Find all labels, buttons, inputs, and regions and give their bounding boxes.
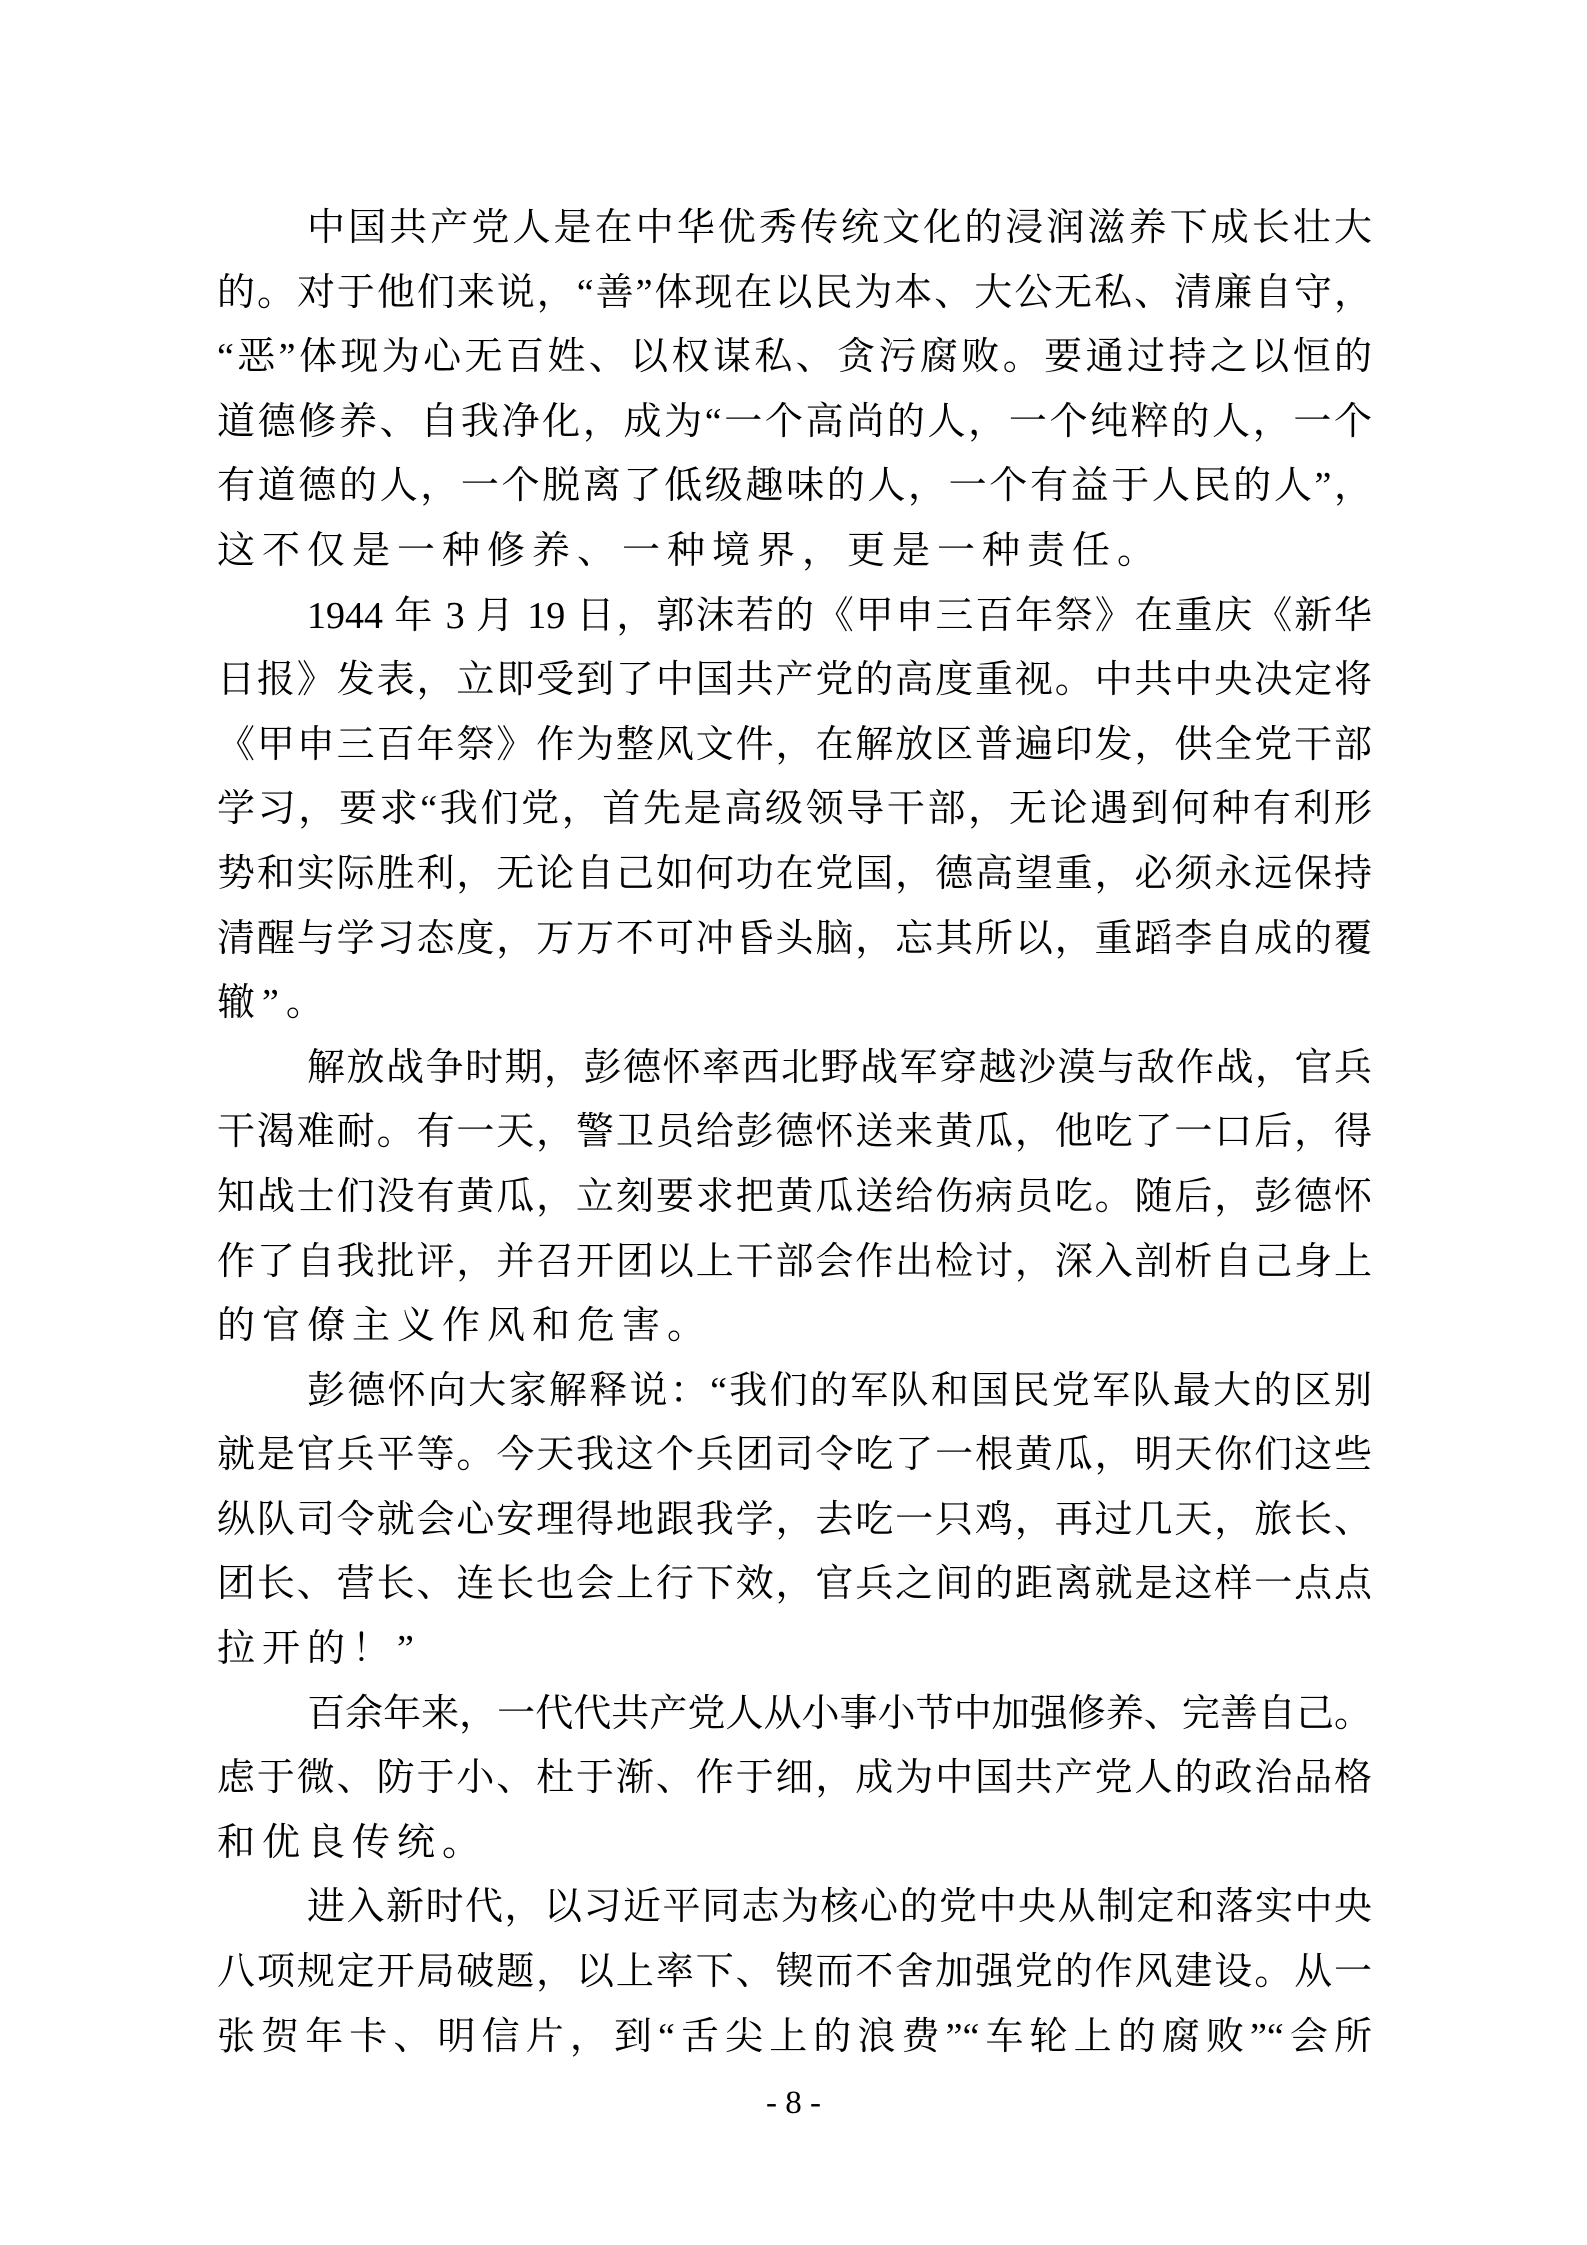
text-line: 就是官兵平等。今天我这个兵团司令吃了一根黄瓜，明天你们这些 bbox=[217, 1434, 1372, 1477]
text-line: 势和实际胜利，无论自己如何功在党国，德高望重，必须永远保持 bbox=[217, 852, 1372, 895]
text-line: 学习，要求“我们党，首先是高级领导干部，无论遇到何种有利形 bbox=[217, 788, 1372, 831]
text-line: 1944 年 3 月 19 日，郭沫若的《甲申三百年祭》在重庆《新华 bbox=[307, 594, 1372, 637]
text-line: 彭德怀向大家解释说：“我们的军队和国民党军队最大的区别 bbox=[307, 1369, 1372, 1412]
text-line: 百余年来，一代代共产党人从小事小节中加强修养、完善自己。 bbox=[307, 1692, 1372, 1735]
text-line: 日报》发表，立即受到了中国共产党的高度重视。中共中央决定将 bbox=[217, 659, 1372, 702]
page-body bbox=[217, 196, 1372, 2069]
text-line: 解放战争时期，彭德怀率西北野战军穿越沙漠与敌作战，官兵 bbox=[307, 1046, 1372, 1089]
text-line: 道德修养、自我净化，成为“一个高尚的人，一个纯粹的人，一个 bbox=[217, 400, 1372, 443]
text-line: 中国共产党人是在中华优秀传统文化的浸润滋养下成长壮大 bbox=[307, 207, 1372, 249]
text-line: 的官僚主义作风和危害。 bbox=[217, 1305, 713, 1348]
text-line: 清醒与学习态度，万万不可冲昏头脑，忘其所以，重蹈李自成的覆 bbox=[217, 917, 1372, 960]
text-line: 进入新时代，以习近平同志为核心的党中央从制定和落实中央 bbox=[307, 1886, 1372, 1929]
text-line: 虑于微、防于小、杜于渐、作于细，成为中国共产党人的政治品格 bbox=[217, 1757, 1372, 1800]
page-number: - 8 - bbox=[766, 2085, 821, 2121]
text-line: 和优良传统。 bbox=[217, 1821, 488, 1864]
text-line: 纵队司令就会心安理得地跟我学，去吃一只鸡，再过几天，旅长、 bbox=[217, 1498, 1372, 1541]
text-line: 干渴难耐。有一天，警卫员给彭德怀送来黄瓜，他吃了一口后，得 bbox=[217, 1111, 1372, 1154]
text-line: “恶”体现为心无百姓、以权谋私、贪污腐败。要通过持之以恒的 bbox=[217, 336, 1372, 379]
text-line: 辙”。 bbox=[217, 982, 331, 1025]
text-line: 有道德的人，一个脱离了低级趣味的人，一个有益于人民的人”， bbox=[217, 465, 1372, 508]
text-line: 团长、营长、连长也会上行下效，官兵之间的距离就是这样一点点 bbox=[217, 1563, 1372, 1606]
text-line: 《甲申三百年祭》作为整风文件，在解放区普遍印发，供全党干部 bbox=[217, 723, 1372, 766]
text-line: 作了自我批评，并召开团以上干部会作出检讨，深入剖析自己身上 bbox=[217, 1240, 1372, 1283]
text-line: 的。对于他们来说，“善”体现在以民为本、大公无私、清廉自守， bbox=[217, 271, 1372, 314]
text-line: 知战士们没有黄瓜，立刻要求把黄瓜送给伤病员吃。随后，彭德怀 bbox=[217, 1175, 1372, 1218]
text-line: 拉开的！” bbox=[217, 1628, 421, 1671]
text-line: 这不仅是一种修养、一种境界，更是一种责任。 bbox=[217, 529, 1163, 572]
text-line: 张贺年卡、明信片，到“舌尖上的浪费”“车轮上的腐败”“会所 bbox=[217, 2015, 1372, 2058]
text-line: 八项规定开局破题，以上率下、锲而不舍加强党的作风建设。从一 bbox=[217, 1951, 1372, 1994]
